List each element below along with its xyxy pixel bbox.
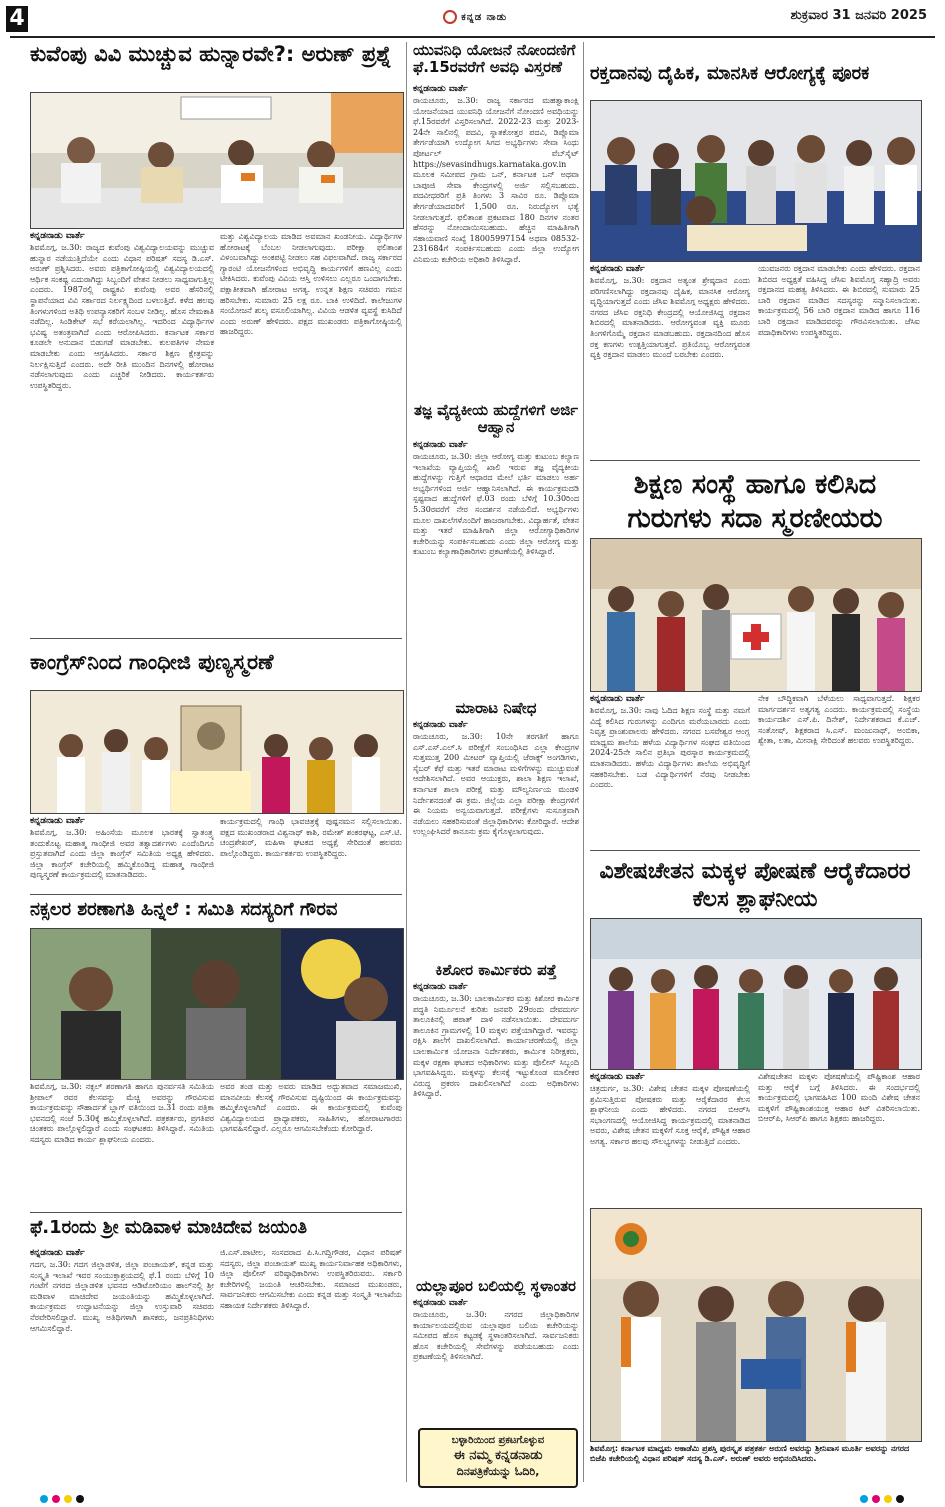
article-body: ಚಿತ್ರದುರ್ಗ, ಜ.30: ವಿಶೇಷ ಚೇತನ ಮಕ್ಕಳ ಪೋಷಣೆಯಲ್ಲಿ ಶ್ರಮಿಸುತ್ತಿರುವ ಪೋಷಕರು ಮತ್ತು ಆರೈಕೆದಾರರ ಕೆಲಸ ಶ್ಲಾಘನೀಯ ಎಂದು ಹೇಳಿದರು. ನಗರದ ಬಿಆರ್‌ಸಿ ಸಭಾಂಗಣದಲ್ಲಿ ಆಯೋಜಿಸಿದ್ದ ಕಾರ್ಯಕ್ರಮದಲ್ಲಿ ಮಾತನಾಡಿದ ಅವರು, ವಿಶೇಷ ಚೇತನ ಮಕ್ಕಳಿಗೆ ಸೂಕ್ತ ಆರೈಕೆ, ಪೌಷ್ಟಿಕ ಆಹಾರ ಅಗತ್ಯ. ಸರ್ಕಾರ ಹಲವು ಸೌಲಭ್ಯಗಳನ್ನು ನೀಡುತ್ತಿದೆ ಎಂದರು. [590,1084,750,1146]
article-body: ಮತ್ತು ವಿಶ್ವವಿದ್ಯಾಲಯ ಮಾಡಿದ ಅವಮಾನ ಖಂಡನೀಯ. ವಿದ್ಯಾರ್ಥಿಗಳ ಹೋರಾಟಕ್ಕೆ ಬೆಂಬಲ ನೀಡಲಾಗುವುದು. ಪರೀಕ್ಷಾ ಫಲಿತಾಂಶ ವಿಳಂಬವಾಗಿದ್ದು ಅಂಕಪಟ್ಟಿ ನೀಡಲು ಸಹ ವಿಫಲವಾಗಿದೆ. ರಾಜ್ಯ ಸರ್ಕಾರದ ಗ್ಯಾರಂಟಿ ಯೋಜನೆಗಳಿಂದ ಅಭಿವೃದ್ಧಿ ಕಾರ್ಯಗಳಿಗೆ ಹಣವಿಲ್ಲ ಎಂದು ಟೀಕಿಸಿದರು. ಕುವೆಂಪು ವಿವಿಯ ಆಸ್ತಿ ಉಳಿಸಲು ಎಲ್ಲರೂ ಒಂದಾಗಬೇಕು. ಪಕ್ಷಾತೀತವಾಗಿ ಹೋರಾಟ ಅಗತ್ಯ. ಉನ್ನತ ಶಿಕ್ಷಣ ಸಚಿವರು ಗಮನ ಹರಿಸಬೇಕು. ಸುಮಾರು 25 ಲಕ್ಷ ರೂ. ಬಾಕಿ ಉಳಿದಿದೆ. ಕಾಲೇಜುಗಳ ಸಂಯೋಜನೆ ಶುಲ್ಕ ವಸೂಲಿಯಾಗಿಲ್ಲ. ವಿವಿಯ ಆಡಳಿತ ವ್ಯವಸ್ಥೆ ಕುಸಿದಿದೆ ಎಂದು ಅರುಣ್ ಹೇಳಿದರು. ಪಕ್ಷದ ಮುಖಂಡರು ಪತ್ರಿಕಾಗೋಷ್ಠಿಯಲ್ಲಿ ಹಾಜರಿದ್ದರು. [220,232,402,337]
article-body: ಶಿವಮೊಗ್ಗ, ಜ.30: ನಾವು ಓದಿದ ಶಿಕ್ಷಣ ಸಂಸ್ಥೆ ಮತ್ತು ನಮಗೆ ವಿದ್ಯೆ ಕಲಿಸಿದ ಗುರುಗಳನ್ನು ಎಂದಿಗೂ ಮರೆಯಬಾರದು ಎಂದು ನಿವೃತ್ತ ಪ್ರಾಂಶುಪಾಲರು ಹೇಳಿದರು. ನಗರದ ಬಸವೇಶ್ವರ ಆಂಗ್ಲ ಮಾಧ್ಯಮ ಶಾಲೆಯ ಹಳೆಯ ವಿದ್ಯಾರ್ಥಿಗಳ ಸಂಘದ ವತಿಯಿಂದ 2024-25ನೇ ಸಾಲಿನ ಪ್ರತಿಭಾ ಪುರಸ್ಕಾರ ಕಾರ್ಯಕ್ರಮದಲ್ಲಿ ಮಾತನಾಡಿದರು. ಹಳೆಯ ವಿದ್ಯಾರ್ಥಿಗಳು ಶಾಲೆಯ ಅಭಿವೃದ್ಧಿಗೆ ಸಹಕರಿಸಬೇಕು. ಬಡ ವಿದ್ಯಾರ್ಥಿಗಳಿಗೆ ನೆರವು ನೀಡಬೇಕು ಎಂದರು. [590,706,750,790]
masthead-title: ಕನ್ನಡ ನಾಡು [461,12,508,23]
teachers-event-illustration [591,539,921,691]
registration-dot [872,1495,880,1503]
article-body: ರಾಯಚೂರು, ಜ.30: 10ನೇ ತರಗತಿಗೆ ಹಾಗೂ ಎಸ್.ಎಸ್.ಎಲ್.ಸಿ ಪರೀಕ್ಷೆಗೆ ಸಂಬಂಧಿಸಿದ ಎಲ್ಲಾ ಕೇಂದ್ರಗಳ ಸುತ್ತಮುತ್ತ 200 ಮೀಟರ್ ವ್ಯಾಪ್ತಿಯಲ್ಲಿ ಜೆರಾಕ್ಸ್ ಅಂಗಡಿಗಳು, ಸೈಬರ್ ಕೆಫೆ ಮತ್ತು ಇತರೆ ಮಾರಾಟ ಮಳಿಗೆಗಳನ್ನು ಮುಚ್ಚುವಂತೆ ಆದೇಶಿಸಲಾಗಿದೆ. ಅವರ ಆಯುಕ್ತರು, ಶಾಲಾ ಶಿಕ್ಷಣ ಇಲಾಖೆ, ಕರ್ನಾಟಕ ಶಾಲಾ ಪರೀಕ್ಷೆ ಮತ್ತು ಮೌಲ್ಯನಿರ್ಣಯ ಮಂಡಳಿ ನಿರ್ದೇಶನದಂತೆ ಈ ಕ್ರಮ. ಜಿಲ್ಲೆಯ ಎಲ್ಲಾ ಪರೀಕ್ಷಾ ಕೇಂದ್ರಗಳಿಗೆ ಈ ನಿಯಮ ಅನ್ವಯವಾಗುತ್ತದೆ. ಪರೀಕ್ಷೆಗಳು ಸುಸೂತ್ರವಾಗಿ ನಡೆಯಲು ಸಹಕರಿಸುವಂತೆ ಜಿಲ್ಲಾಧಿಕಾರಿಗಳು ಕೋರಿದ್ದಾರೆ. ಆದೇಶ ಉಲ್ಲಂಘಿಸಿದರೆ ಕಾನೂನು ಕ್ರಮ ಕೈಗೊಳ್ಳಲಾಗುವುದು. [413,732,579,837]
section-rule [590,460,920,461]
byline: ಕನ್ನಡನಾಡು ವಾರ್ತೆ [590,264,645,274]
registration-dot [860,1495,868,1503]
section-rule [590,850,920,851]
registration-dot [76,1495,84,1503]
column-divider [406,42,407,1482]
headline-blood-donation: ರಕ್ತದಾನವು ದೈಹಿಕ, ಮಾನಸಿಕ ಆರೋಗ್ಯಕ್ಕೆ ಪೂರಕ [590,63,870,84]
registration-dot [52,1495,60,1503]
teachers-event-photo [590,538,922,692]
registration-dot [896,1495,904,1503]
byline: ಕನ್ನಡನಾಡು ವಾರ್ತೆ [413,84,468,94]
naxal-event-photo [30,928,404,1080]
section-rule [30,894,402,895]
press-meet-photo [30,92,404,229]
gandhi-event-photo [30,690,404,814]
headline-naxal: ನಕ್ಸಲರ ಶರಣಾಗತಿ ಹಿನ್ನಲೆ : ಸಮಿತಿ ಸದಸ್ಯರಿಗೆ ಗೌರವ [30,899,338,920]
promo-line: ಬಳ್ಳಾರಿಯಿಂದ ಪ್ರಕಟಗೊಳ್ಳುವ [451,1435,545,1446]
byline: ಕನ್ನಡನಾಡು ವಾರ್ತೆ [30,1248,85,1258]
byline: ಕನ್ನಡನಾಡು ವಾರ್ತೆ [413,720,468,730]
article-body: ಜಿ.ಎಸ್.ಪಾಟೀಲ, ಸಂಸದರಾದ ಪಿ.ಸಿ.ಗದ್ದಿಗೌಡರ, ವಿಧಾನ ಪರಿಷತ್ ಸದಸ್ಯರು, ಜಿಲ್ಲಾ ಪಂಚಾಯತ್ ಮುಖ್ಯ ಕಾರ್ಯನಿರ್ವಾಹಕ ಅಧಿಕಾರಿಗಳು, ಜಿಲ್ಲಾ ಪೊಲೀಸ್ ವರಿಷ್ಠಾಧಿಕಾರಿಗಳು ಉಪಸ್ಥಿತರಿರುವರು. ಸರ್ಕಾರಿ ಕಚೇರಿಗಳಲ್ಲಿ ಜಯಂತಿ ಆಚರಿಸಬೇಕು. ಸಮಾಜದ ಮುಖಂಡರು, ಸಾರ್ವಜನಿಕರು ಆಗಮಿಸಬೇಕು ಎಂದು ಕನ್ನಡ ಮತ್ತು ಸಂಸ್ಕೃತಿ ಇಲಾಖೆಯ ಸಹಾಯಕ ನಿರ್ದೇಶಕರು ತಿಳಿಸಿದ್ದಾರೆ. [220,1248,402,1310]
article-body: ವಿಶೇಷಚೇತನ ಮಕ್ಕಳು ಪೋಷಣೆಯಲ್ಲಿ ಪೌಷ್ಟಿಕಾಂಶ ಆಹಾರ ಮತ್ತು ಆರೈಕೆ ಬಗ್ಗೆ ತಿಳಿಸಿದರು. ಈ ಸಂದರ್ಭದಲ್ಲಿ ಕಾರ್ಯಕ್ರಮದಲ್ಲಿ ಭಾಗವಹಿಸಿದ 100 ಮಂದಿ ವಿಶೇಷ ಚೇತನ ಮಕ್ಕಳಿಗೆ ಪೌಷ್ಟಿಕಾಂಶಯುಕ್ತ ಆಹಾರ ಕಿಟ್ ವಿತರಿಸಲಾಯಿತು. ಬಿಆರ್‌ಪಿ, ಸಿಆರ್‌ಪಿ ಹಾಗೂ ಶಿಕ್ಷಕರು ಹಾಜರಿದ್ದರು. [758,1072,920,1124]
headline-special-children: ವಿಶೇಷಚೇತನ ಮಕ್ಕಳ ಪೋಷಣೆ ಆರೈಕೆದಾರರ ಕೆಲಸ ಶ್ಲಾಘನೀಯ [599,859,911,912]
article-body: ರಾಯಚೂರು, ಜ.30: ಜಿಲ್ಲಾ ಆರೋಗ್ಯ ಮತ್ತು ಕುಟುಂಬ ಕಲ್ಯಾಣ ಇಲಾಖೆಯ ವ್ಯಾಪ್ತಿಯಲ್ಲಿ ಖಾಲಿ ಇರುವ ತಜ್ಞ ವೈದ್ಯಕೀಯ ಹುದ್ದೆಗಳನ್ನು ಗುತ್ತಿಗೆ ಆಧಾರದ ಮೇಲೆ ಭರ್ತಿ ಮಾಡಲು ಅರ್ಹ ಅಭ್ಯರ್ಥಿಗಳಿಂದ ಅರ್ಜಿ ಆಹ್ವಾನಿಸಲಾಗಿದೆ. ಈ ಕಾರ್ಯಕ್ರಮದಡಿ ಸ್ಪಷ್ಟವಾದ ಹುದ್ದೆಗಳಿಗೆ ಫೆ.03 ರಂದು ಬೆಳಿಗ್ಗೆ 10.30ರಿಂದ 5.30ರವರೆಗೆ ನೇರ ಸಂದರ್ಶನ ನಡೆಯಲಿದೆ. ಅಭ್ಯರ್ಥಿಗಳು ಮೂಲ ದಾಖಲೆಗಳೊಂದಿಗೆ ಹಾಜರಾಗಬೇಕು. ವಿದ್ಯಾರ್ಹತೆ, ವೇತನ ಮತ್ತು ಇತರೆ ಮಾಹಿತಿಗಾಗಿ ಜಿಲ್ಲಾ ಆರೋಗ್ಯಾಧಿಕಾರಿಗಳ ಕಚೇರಿಯನ್ನು ಸಂಪರ್ಕಿಸಬಹುದು ಎಂದು ಜಿಲ್ಲಾ ಆರೋಗ್ಯ ಮತ್ತು ಕುಟುಂಬ ಕಲ್ಯಾಣಾಧಿಕಾರಿಗಳು ಪ್ರಕಟಣೆಯಲ್ಲಿ ತಿಳಿಸಿದ್ದಾರೆ. [413,452,579,557]
naxal-event-illustration [31,929,403,1079]
headline-doctors: ತಜ್ಞ ವೈದ್ಯಕೀಯ ಹುದ್ದೆಗಳಿಗೆ ಅರ್ಜಿ ಆಹ್ವಾನ [413,401,579,437]
promo-box [418,1428,578,1488]
headline-kuvempu: ಕುವೆಂಪು ವಿವಿ ಮುಚ್ಚುವ ಹುನ್ನಾರವೇ?: ಅರುಣ್ ಪ್ರಶ್ನೆ [30,42,392,66]
article-body: ಶಿವಮೊಗ್ಗ, ಜ.30: ರಾಜ್ಯದ ಕುವೆಂಪು ವಿಶ್ವವಿದ್ಯಾಲಯವನ್ನು ಮುಚ್ಚುವ ಹುನ್ನಾರ ನಡೆಯುತ್ತಿದೆಯೇ ಎಂದು ವಿಧಾನ ಪರಿಷತ್ ಸದಸ್ಯ ಡಿ.ಎಸ್. ಅರುಣ್ ಪ್ರಶ್ನಿಸಿದರು. ಅವರು ಪತ್ರಿಕಾಗೋಷ್ಠಿಯಲ್ಲಿ ವಿಶ್ವವಿದ್ಯಾಲಯದಲ್ಲಿ ಆರ್ಥಿಕ ಸಂಕಷ್ಟ ಎದುರಾಗಿದ್ದು ಸಿಬ್ಬಂದಿಗೆ ವೇತನ ನೀಡಲು ಸಾಧ್ಯವಾಗುತ್ತಿಲ್ಲ ಎಂದರು. 1987ರಲ್ಲಿ ರಾಷ್ಟ್ರಕವಿ ಕುವೆಂಪು ಅವರ ಹೆಸರಿನಲ್ಲಿ ಸ್ಥಾಪನೆಯಾದ ವಿವಿ ಸರ್ಕಾರದ ನಿರ್ಲಕ್ಷ್ಯದಿಂದ ಬಳಲುತ್ತಿದೆ. ಕಳೆದ ಹಲವು ತಿಂಗಳುಗಳಿಂದ ಅತಿಥಿ ಉಪನ್ಯಾಸಕರಿಗೆ ಸಂಬಳ ನೀಡಿಲ್ಲ. ಹೊಸ ನೇಮಕಾತಿ ನಡೆದಿಲ್ಲ. ಸಿಂಡಿಕೇಟ್ ಸಭೆ ಕರೆಯಲಾಗಿಲ್ಲ. ಇದರಿಂದ ವಿದ್ಯಾರ್ಥಿಗಳ ಭವಿಷ್ಯ ಅತಂತ್ರವಾಗಿದೆ ಎಂದು ಆರೋಪಿಸಿದರು. ಕರ್ನಾಟಕ ಸರ್ಕಾರ ಕೂಡಲೇ ಅನುದಾನ ಬಿಡುಗಡೆ ಮಾಡಬೇಕು. ಕುಲಪತಿಗಳ ನೇಮಕ ಮಾಡಬೇಕು ಎಂದು ಆಗ್ರಹಿಸಿದರು. ಸರ್ಕಾರ ಶಿಕ್ಷಣ ಕ್ಷೇತ್ರವನ್ನು ನಿರ್ಲಕ್ಷಿಸುತ್ತಿದೆ ಎಂದರು. ಅದೇ ರೀತಿ ಮುಂದಿನ ದಿನಗಳಲ್ಲಿ ಹೋರಾಟ ನಡೆಸಲಾಗುವುದು ಎಂದು ಎಚ್ಚರಿಕೆ ನೀಡಿದರು. ಕಾರ್ಯಕರ್ತರು ಉಪಸ್ಥಿತರಿದ್ದರು. [30,243,214,390]
special-children-photo [590,918,922,1070]
article-body: ಶಿವಮೊಗ್ಗ, ಜ.30: ರಕ್ತದಾನ ಅತ್ಯಂತ ಶ್ರೇಷ್ಠದಾನ ಎಂದು ಪರಿಗಣಿಸಲಾಗಿದ್ದು ರಕ್ತದಾನವು ದೈಹಿಕ, ಮಾನಸಿಕ ಆರೋಗ್ಯ ವೃದ್ಧಿಯಾಗುತ್ತದೆ ಎಂದು ಜೆಸಿಐ ಶಿವಮೊಗ್ಗ ಅಧ್ಯಕ್ಷರು ಹೇಳಿದರು. ನಗರದ ಜೆಸಿಐ ರಕ್ತನಿಧಿ ಕೇಂದ್ರದಲ್ಲಿ ಆಯೋಜಿಸಿದ್ದ ರಕ್ತದಾನ ಶಿಬಿರದಲ್ಲಿ ಮಾತನಾಡಿದರು. ಆರೋಗ್ಯವಂತ ವ್ಯಕ್ತಿ ಮೂರು ತಿಂಗಳಿಗೊಮ್ಮೆ ರಕ್ತದಾನ ಮಾಡಬಹುದು. ರಕ್ತದಾನದಿಂದ ಹೊಸ ರಕ್ತ ಕಣಗಳು ಉತ್ಪತ್ತಿಯಾಗುತ್ತವೆ. ಪ್ರತಿಯೊಬ್ಬ ಆರೋಗ್ಯವಂತ ವ್ಯಕ್ತಿ ರಕ್ತದಾನ ಮಾಡಲು ಮುಂದೆ ಬರಬೇಕು ಎಂದರು. [590,276,750,360]
registration-dot [884,1495,892,1503]
felicitation-illustration [591,1209,921,1441]
registration-dot [40,1495,48,1503]
byline: ಕನ್ನಡನಾಡು ವಾರ್ತೆ [413,982,468,992]
article-body: ಶಿವಮೊಗ್ಗ, ಜ.30: ಅಹಿಂಸೆಯ ಮೂಲಕ ಭಾರತಕ್ಕೆ ಸ್ವಾತಂತ್ರ್ಯ ತಂದುಕೊಟ್ಟ ಮಹಾತ್ಮ ಗಾಂಧೀಜಿ ಅವರ ತತ್ವಾದರ್ಶಗಳು ಎಂದೆಂದಿಗೂ ಪ್ರಸ್ತುತವಾಗಿದೆ ಎಂದು ಜಿಲ್ಲಾ ಕಾಂಗ್ರೆಸ್ ಸಮಿತಿಯ ಅಧ್ಯಕ್ಷ ಹೇಳಿದರು. ಜಿಲ್ಲಾ ಕಾಂಗ್ರೆಸ್ ಕಚೇರಿಯಲ್ಲಿ ಹಮ್ಮಿಕೊಂಡಿದ್ದ ಮಹಾತ್ಮ ಗಾಂಧೀಜಿ ಪುಣ್ಯಸ್ಮರಣೆ ಕಾರ್ಯಕ್ರಮದಲ್ಲಿ ಮಾತನಾಡಿದರು. [30,828,214,880]
page-date: ಶುಕ್ರವಾರ 31 ಜನವರಿ 2025 [790,8,927,23]
bjp-lotus-logo-icon [615,1223,647,1255]
byline: ಕನ್ನಡನಾಡು ವಾರ್ತೆ [30,231,85,241]
article-body: ಶಿವಮೊಗ್ಗ, ಜ.30: ನಕ್ಸಲ್ ಶರಣಾಗತಿ ಹಾಗೂ ಪುನರ್ವಸತಿ ಸಮಿತಿಯ ಶ್ರೀಪಾಲ್ ರವರ ಕೆಲಸವನ್ನು ಮೆಚ್ಚಿ ಅವರನ್ನು ಗೌರವಿಸುವ ಕಾರ್ಯಕ್ರಮವನ್ನು ಸೌಹಾರ್ದತೆ ಬ್ಲಾಗ್ ವತಿಯಿಂದ ಜ.31 ರಂದು ಪತ್ರಿಕಾ ಭವನದಲ್ಲಿ ಸಂಜೆ 5.30ಕ್ಕೆ ಹಮ್ಮಿಕೊಳ್ಳಲಾಗಿದೆ. ಪತ್ರಕರ್ತರು, ಪ್ರಗತಿಪರ ಚಿಂತಕರು ಪಾಲ್ಗೊಳ್ಳಲಿದ್ದಾರೆ ಎಂದು ಸಂಘಟಕರು ತಿಳಿಸಿದ್ದಾರೆ. ಸಮಿತಿಯ ಸದಸ್ಯರು ಮಾಡಿದ ಕಾರ್ಯ ಶ್ಲಾಘನೀಯ ಎಂದರು. [30,1082,214,1144]
headline-teachers: ಶಿಕ್ಷಣ ಸಂಸ್ಥೆ ಹಾಗೂ ಕಲಿಸಿದ ಗುರುಗಳು ಸದಾ ಸ್ಮರಣೀಯರು [627,469,883,534]
byline: ಕನ್ನಡನಾಡು ವಾರ್ತೆ [590,1072,645,1082]
promo-line: ಈ ನಮ್ಮ ಕನ್ನಡನಾಡು [453,1448,543,1463]
promo-line: ದಿನಪತ್ರಿಕೆಯನ್ನು ಓದಿರಿ, [456,1465,540,1478]
article-body: ಕಾರ್ಯಕ್ರಮದಲ್ಲಿ ಗಾಂಧಿ ಭಾವಚಿತ್ರಕ್ಕೆ ಪುಷ್ಪನಮನ ಸಲ್ಲಿಸಲಾಯಿತು. ಪಕ್ಷದ ಮುಖಂಡರಾದ ವಿಶ್ವನಾಥ್ ಕಾಶಿ, ರಮೇಶ್ ಶಂಕರಘಟ್ಟ, ಎಸ್.ಟಿ. ಚಂದ್ರಶೇಖರ್, ಮಹಿಳಾ ಘಟಕದ ಅಧ್ಯಕ್ಷೆ ಸೇರಿದಂತೆ ಹಲವರು ಪಾಲ್ಗೊಂಡಿದ್ದರು. ಕಾರ್ಯಕರ್ತರು ಉಪಸ್ಥಿತರಿದ್ದರು. [220,817,402,858]
article-body: ಗದಗ, ಜ.30: ಗದಗ ಜಿಲ್ಲಾಡಳಿತ, ಜಿಲ್ಲಾ ಪಂಚಾಯತ್, ಕನ್ನಡ ಮತ್ತು ಸಂಸ್ಕೃತಿ ಇಲಾಖೆ ಇವರ ಸಂಯುಕ್ತಾಶ್ರಯದಲ್ಲಿ ಫೆ.1 ರಂದು ಬೆಳಿಗ್ಗೆ 10 ಗಂಟೆಗೆ ನಗರದ ಜಿಲ್ಲಾಡಳಿತ ಭವನದ ಆಡಿಟೋರಿಯಂ ಹಾಲ್‌ನಲ್ಲಿ ಶ್ರೀ ಮಡಿವಾಳ ಮಾಚಿದೇವ ಜಯಂತಿಯನ್ನು ಹಮ್ಮಿಕೊಳ್ಳಲಾಗಿದೆ. ಕಾರ್ಯಕ್ರಮದ ಉದ್ಘಾಟನೆಯನ್ನು ಜಿಲ್ಲಾ ಉಸ್ತುವಾರಿ ಸಚಿವರು ನೆರವೇರಿಸಲಿದ್ದಾರೆ. ಮುಖ್ಯ ಅತಿಥಿಗಳಾಗಿ ಶಾಸಕರು, ಜನಪ್ರತಿನಿಧಿಗಳು ಆಗಮಿಸಲಿದ್ದಾರೆ. [30,1260,214,1333]
registration-dot [64,1495,72,1503]
column-divider [583,42,584,1482]
byline: ಕನ್ನಡನಾಡು ವಾರ್ತೆ [590,694,645,704]
article-body: ರಾಯಚೂರು, ಜ.30: ಬಾಲಕಾರ್ಮಿಕರ ಮತ್ತು ಕಿಶೋರ ಕಾರ್ಮಿಕ ಪದ್ಧತಿ ನಿರ್ಮೂಲನೆ ಕುರಿತು ಜನವರಿ 29ರಂದು ದೇವದುರ್ಗ ತಾಲೂಕಿನಲ್ಲಿ ಹಠಾತ್ ದಾಳಿ ನಡೆಸಲಾಯಿತು. ದೇವದುರ್ಗ ತಾಲೂಕಿನ ಗ್ರಾಮಗಳಲ್ಲಿ 10 ಮಕ್ಕಳು ಪತ್ತೆಯಾಗಿದ್ದಾರೆ. ಇವರನ್ನು ರಕ್ಷಿಸಿ ಶಾಲೆಗೆ ದಾಖಲಿಸಲಾಗಿದೆ. ಕಾರ್ಯಾಚರಣೆಯಲ್ಲಿ ಜಿಲ್ಲಾ ಬಾಲಕಾರ್ಮಿಕ ಯೋಜನಾ ನಿರ್ದೇಶಕರು, ಕಾರ್ಮಿಕ ನಿರೀಕ್ಷಕರು, ಮಕ್ಕಳ ರಕ್ಷಣಾ ಘಟಕದ ಅಧಿಕಾರಿಗಳು ಮತ್ತು ಪೊಲೀಸ್ ಸಿಬ್ಬಂದಿ ಭಾಗವಹಿಸಿದ್ದರು. ಮಕ್ಕಳನ್ನು ಕೆಲಸಕ್ಕೆ ಇಟ್ಟುಕೊಂಡ ಮಾಲೀಕರ ವಿರುದ್ಧ ಪ್ರಕರಣ ದಾಖಲಿಸಲಾಗಿದೆ ಎಂದು ಅಧಿಕಾರಿಗಳು ತಿಳಿಸಿದ್ದಾರೆ. [413,994,579,1099]
headline-yuvanidhi: ಯುವನಿಧಿ ಯೋಜನೆ ನೋಂದಣಿಗೆ ಫೆ.15ರವರೆಗೆ ಅವಧಿ ವಿಸ್ತರಣೆ [413,41,576,77]
headline-gandhi: ಕಾಂಗ್ರೆಸ್‌ನಿಂದ ಗಾಂಧೀಜಿ ಪುಣ್ಯಸ್ಮರಣೆ [30,650,274,674]
article-body: ರಾಯಚೂರು, ಜ.30: ರಾಜ್ಯ ಸರ್ಕಾರದ ಮಹತ್ವಾಕಾಂಕ್ಷಿ ಯೋಜನೆಯಾದ ಯುವನಿಧಿ ಯೋಜನೆಗೆ ನೋಂದಣಿ ಅವಧಿಯನ್ನು ಫೆ.15ರವರೆಗೆ ವಿಸ್ತರಿಸಲಾಗಿದೆ. 2022-23 ಮತ್ತು 2023-24ನೇ ಸಾಲಿನಲ್ಲಿ ಪದವಿ, ಸ್ನಾತಕೋತ್ತರ ಪದವಿ, ಡಿಪ್ಲೊಮಾ ತೇರ್ಗಡೆಯಾಗಿ ಉದ್ಯೋಗ ಸಿಗದ ಅಭ್ಯರ್ಥಿಗಳು ಸೇವಾ ಸಿಂಧು ಪೋರ್ಟಲ್ ವೆಬ್‌ಸೈಟ್ https://sevasindhugs.karnataka.gov.in ಮೂಲಕ ಸಮೀಪದ ಗ್ರಾಮ ಒನ್, ಕರ್ನಾಟಕ ಒನ್ ಅಥವಾ ಬಾಪೂಜಿ ಸೇವಾ ಕೇಂದ್ರಗಳಲ್ಲಿ ಅರ್ಜಿ ಸಲ್ಲಿಸಬಹುದು. ಪದವೀಧರರಿಗೆ ಪ್ರತಿ ತಿಂಗಳು 3 ಸಾವಿರ ರೂ. ಡಿಪ್ಲೊಮಾ ತೇರ್ಗಡೆಯಾದವರಿಗೆ 1,500 ರೂ. ನಿರುದ್ಯೋಗ ಭತ್ಯೆ ನೀಡಲಾಗುತ್ತದೆ. ಫಲಿತಾಂಶ ಪ್ರಕಟವಾದ 180 ದಿನಗಳ ನಂತರ ಹೆಸರನ್ನು ನೋಂದಾಯಿಸಬಹುದು. ಹೆಚ್ಚಿನ ಮಾಹಿತಿಗಾಗಿ ಸಹಾಯವಾಣಿ ಸಂಖ್ಯೆ 18005997154 ಅಥವಾ 08532-231684ಗೆ ಸಂಪರ್ಕಿಸಬಹುದು ಎಂದು ಜಿಲ್ಲಾ ಉದ್ಯೋಗ ವಿನಿಮಯ ಕಚೇರಿಯ ಅಧಿಕಾರಿ ತಿಳಿಸಿದ್ದಾರೆ. [413,96,579,264]
headline-sale-ban: ಮಾರಾಟ ನಿಷೇಧ [455,699,537,717]
blood-donation-photo [590,100,922,262]
section-rule [30,638,402,639]
press-meet-illustration [31,93,403,228]
masthead [400,10,550,24]
header-rule [10,36,935,38]
newspaper-logo-icon [443,10,457,24]
registration-marks [0,1495,945,1503]
article-body: ಯುವಜನರು ರಕ್ತದಾನ ಮಾಡಬೇಕು ಎಂದು ಹೇಳಿದರು. ರಕ್ತದಾನ ಶಿಬಿರದ ಅಧ್ಯಕ್ಷತೆ ವಹಿಸಿದ್ದ ಜೆಸಿಐ ಶಿವಮೊಗ್ಗ ಸಹ್ಯಾದ್ರಿ ಅವರು ರಕ್ತದಾನದ ಮಹತ್ವ ತಿಳಿಸಿದರು. ಈ ಶಿಬಿರದಲ್ಲಿ ಸುಮಾರು 25 ಬಾರಿ ರಕ್ತದಾನ ಮಾಡಿದ ಸದಸ್ಯರನ್ನು ಸನ್ಮಾನಿಸಲಾಯಿತು. ಕಾರ್ಯಕ್ರಮದಲ್ಲಿ 56 ಬಾರಿ ರಕ್ತದಾನ ಮಾಡಿದ ಹಾಗೂ 116 ಬಾರಿ ರಕ್ತದಾನ ಮಾಡಿದವರನ್ನು ಗೌರವಿಸಲಾಯಿತು. ಜೆಸಿಐ ಪದಾಧಿಕಾರಿಗಳು ಉಪಸ್ಥಿತರಿದ್ದರು. [758,264,920,337]
article-body: ನೇಕ ಬೌದ್ಧಿಕವಾಗಿ ಬೆಳೆಯಲು ಸಾಧ್ಯವಾಗುತ್ತದೆ. ಶಿಕ್ಷಕರ ಮಾರ್ಗದರ್ಶನ ಅತ್ಯಗತ್ಯ ಎಂದರು. ಕಾರ್ಯಕ್ರಮದಲ್ಲಿ ಸಂಸ್ಥೆಯ ಕಾರ್ಯದರ್ಶಿ ಎಸ್.ಪಿ. ದಿನೇಶ್, ನಿರ್ದೇಶಕರಾದ ಕೆ.ಎಚ್. ಸಂತೋಷ್, ಶಿಕ್ಷಕರಾದ ಸಿ.ಎಸ್. ಮಂಜುನಾಥ್, ಅಂಬಿಕಾ, ಶ್ವೇತಾ, ಲತಾ, ಮೀನಾಕ್ಷಿ ಸೇರಿದಂತೆ ಹಲವರು ಉಪಸ್ಥಿತರಿದ್ದರು. [758,694,920,746]
byline: ಕನ್ನಡನಾಡು ವಾರ್ತೆ [413,440,468,450]
headline-child-labour: ಕಿಶೋರ ಕಾರ್ಮಿಕರು ಪತ್ತೆ [435,961,557,979]
felicitation-photo [590,1208,922,1442]
special-children-illustration [591,919,921,1069]
byline: ಕನ್ನಡನಾಡು ವಾರ್ತೆ [413,1298,468,1308]
gandhi-event-illustration [31,691,403,813]
headline-office-shift: ಯಲ್ಲಾಪೂರ ಬಲಿಯಲ್ಲಿ ಸ್ಥಳಾಂತರ [416,1277,576,1295]
byline: ಕನ್ನಡನಾಡು ವಾರ್ತೆ [30,816,85,826]
article-body: ಅವರ ತಂಡ ಮತ್ತು ಅವರು ಮಾಡಿದ ಅದ್ಭುತವಾದ ಸಮಾಜಮುಖಿ, ಮಾನವೀಯ ಕೆಲಸಕ್ಕೆ ಗೌರವಿಸುವ ದೃಷ್ಟಿಯಿಂದ ಈ ಕಾರ್ಯಕ್ರಮವನ್ನು ಹಮ್ಮಿಕೊಳ್ಳಲಾಗಿದೆ ಎಂದರು. ಈ ಕಾರ್ಯಕ್ರಮದಲ್ಲಿ ಕುವೆಂಪು ವಿಶ್ವವಿದ್ಯಾಲಯದ ಪ್ರಾಧ್ಯಾಪಕರು, ಸಾಹಿತಿಗಳು, ಹೋರಾಟಗಾರರು ಭಾಗವಹಿಸಲಿದ್ದಾರೆ. ಎಲ್ಲರೂ ಆಗಮಿಸಬೇಕೆಂದು ಕೋರಿದ್ದಾರೆ. [220,1082,402,1134]
article-body: ರಾಯಚೂರು, ಜ.30: ನಗರದ ಜಿಲ್ಲಾಧಿಕಾರಿಗಳ ಕಾರ್ಯಾಲಯದಲ್ಲಿರುವ ಯಲ್ಲಾಪೂರ ಬಲಿಯ ಕಚೇರಿಯನ್ನು ಸಮೀಪದ ಹೊಸ ಕಟ್ಟಡಕ್ಕೆ ಸ್ಥಳಾಂತರಿಸಲಾಗಿದೆ. ಸಾರ್ವಜನಿಕರು ಹೊಸ ಕಚೇರಿಯಲ್ಲಿ ಸೇವೆಗಳನ್ನು ಪಡೆಯಬಹುದು ಎಂದು ಪ್ರಕಟಣೆಯಲ್ಲಿ ತಿಳಿಸಲಾಗಿದೆ. [413,1310,579,1362]
headline-madivala: ಫೆ.1ರಂದು ಶ್ರೀ ಮಡಿವಾಳ ಮಾಚಿದೇವ ಜಯಂತಿ [30,1217,308,1238]
section-rule [30,1212,402,1213]
page-number: 4 [6,6,28,32]
photo-caption: ಶಿವಮೊಗ್ಗ: ಕರ್ನಾಟಕ ಮಾಧ್ಯಮ ಅಕಾಡೆಮಿ ಪ್ರಶಸ್ತಿ ಪುರಸ್ಕೃತ ಪತ್ರಕರ್ತ ಅರುಣಿ ಅವರನ್ನು ಶ್ರೀನಿವಾಸ ಮೂರ್ತಿ ಅವರನ್ನು ನಗರದ ಬಿಜೆಪಿ ಕಚೇರಿಯಲ್ಲಿ ವಿಧಾನ ಪರಿಷತ್ ಸದಸ್ಯ ಡಿ.ಎಸ್. ಅರುಣ್ ಅವರು ಅಭಿನಂದಿಸಿದರು. [590,1444,910,1463]
blood-donation-illustration [591,101,921,261]
